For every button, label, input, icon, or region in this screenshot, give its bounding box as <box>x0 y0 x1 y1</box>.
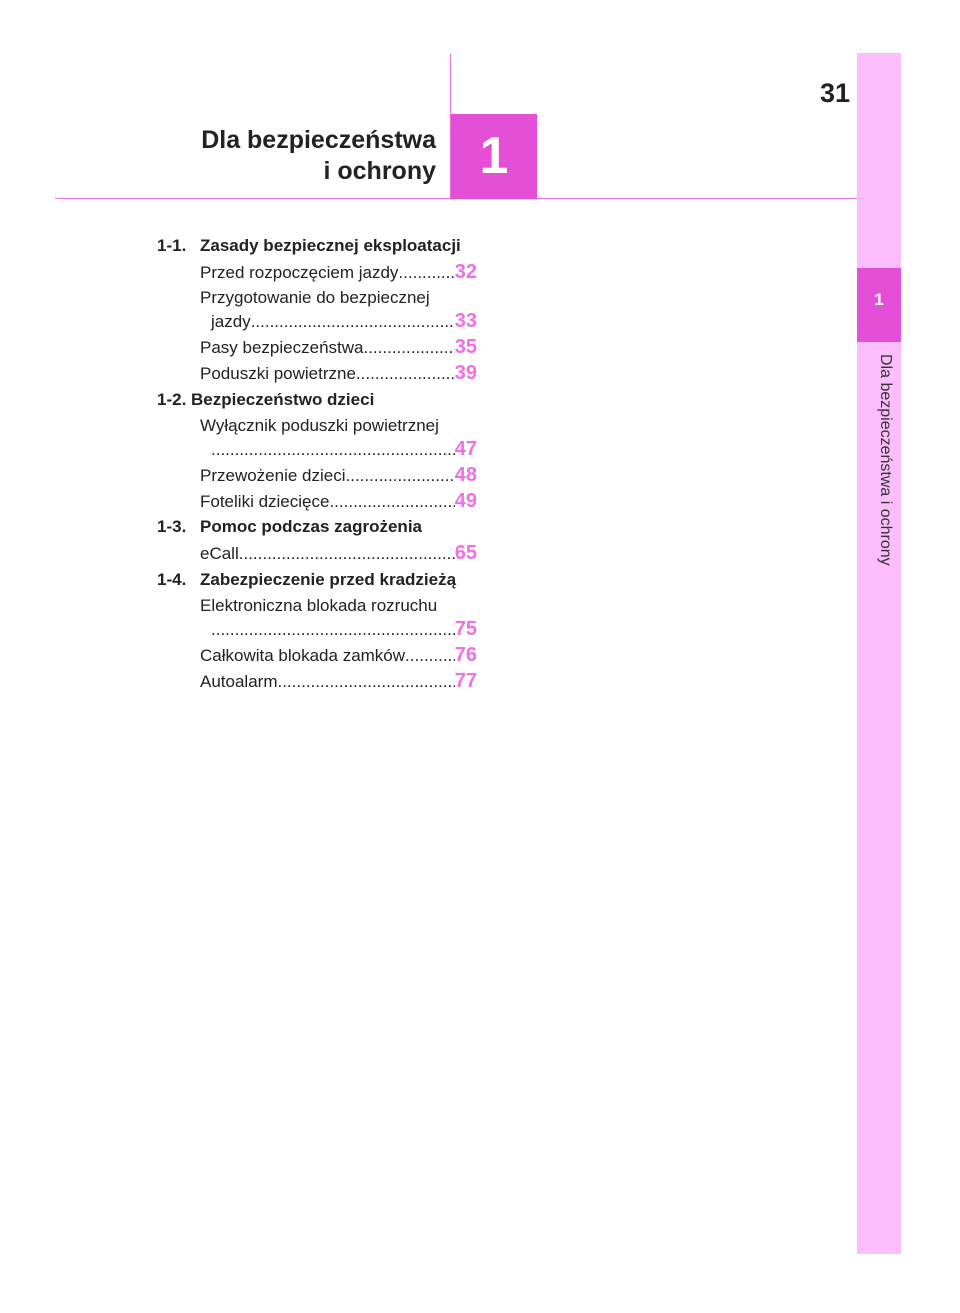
chapter-title-line2: i ochrony <box>323 157 436 185</box>
toc-entry[interactable] <box>200 670 477 693</box>
toc-page-link[interactable]: 32 <box>454 261 477 283</box>
toc-entry-label-line1: Elektroniczna blokada rozruchu <box>200 596 438 615</box>
toc-page-link[interactable]: 35 <box>454 336 477 358</box>
toc-section-title: Zasady bezpiecznej eksploatacji <box>200 236 461 255</box>
toc-leader-dots <box>356 363 455 385</box>
toc-section-1-4[interactable] <box>157 569 487 591</box>
toc-leader-dots <box>405 645 455 667</box>
toc-entry-label-line1: Przygotowanie do bezpiecznej <box>200 288 430 307</box>
toc-section-number: 1-1. <box>157 236 187 255</box>
toc-entry-label-line1: Wyłącznik poduszki powietrznej <box>200 416 439 435</box>
toc-entry-label: Przed rozpoczęciem jazdy <box>200 263 399 282</box>
toc-entry-label: Całkowita blokada zamków <box>200 646 406 665</box>
toc-section-number: 1-3. <box>157 517 187 536</box>
toc-entry[interactable] <box>200 542 477 565</box>
side-thumb-strip <box>857 53 901 1254</box>
toc-leader-dots <box>277 671 454 693</box>
toc-page-link[interactable]: 75 <box>454 618 477 640</box>
toc-entry[interactable] <box>200 464 477 487</box>
toc-section-1-1[interactable] <box>157 235 487 257</box>
toc-entry-label: Autoalarm <box>200 672 278 691</box>
side-chapter-label: Dla bezpieczeństwa i ochrony <box>877 354 894 566</box>
chapter-title <box>150 125 436 187</box>
toc-entry[interactable] <box>200 644 477 667</box>
toc-entry[interactable] <box>211 310 477 333</box>
toc-leader-dots <box>363 337 454 359</box>
page-number: 31 <box>819 78 850 108</box>
toc-section-title: 1-2. Bezpieczeństwo dzieci <box>157 390 375 409</box>
toc-leader-dots <box>329 491 454 513</box>
toc-section-1-3[interactable] <box>157 516 487 538</box>
toc-page-link[interactable]: 33 <box>454 310 477 332</box>
toc-section-title: Zabezpieczenie przed kradzieżą <box>200 570 457 589</box>
toc-leader-dots <box>346 465 455 487</box>
toc-page-link[interactable]: 76 <box>454 644 477 666</box>
toc-section-title: Pomoc podczas zagrożenia <box>200 517 422 536</box>
toc-entry-label: Przewożenie dzieci <box>200 466 346 485</box>
toc-page-link[interactable]: 48 <box>454 464 477 486</box>
toc-leader-dots <box>398 262 454 284</box>
toc-entry[interactable] <box>200 490 477 513</box>
toc-page-link[interactable]: 65 <box>454 542 477 564</box>
toc-leader-dots <box>211 439 455 461</box>
toc-entry[interactable] <box>200 362 477 385</box>
toc-entry-label: Foteliki dziecięce <box>200 492 330 511</box>
toc-entry-label: Poduszki powietrzne <box>200 364 356 383</box>
toc-entry-label: Pasy bezpieczeństwa <box>200 338 364 357</box>
toc-entry[interactable] <box>211 618 477 641</box>
chapter-title-line1: Dla bezpieczeństwa <box>201 126 436 154</box>
toc-leader-dots <box>239 543 455 565</box>
toc-section-1-2[interactable] <box>157 389 487 411</box>
toc-page-link[interactable]: 39 <box>454 362 477 384</box>
chapter-number-box: 1 <box>451 114 537 199</box>
toc-leader-dots <box>211 619 455 641</box>
toc-entry[interactable] <box>211 438 477 461</box>
toc-entry[interactable] <box>200 261 477 284</box>
toc-page-link[interactable]: 49 <box>454 490 477 512</box>
toc-entry-label: jazdy <box>211 312 251 331</box>
toc-page-link[interactable]: 77 <box>454 670 477 692</box>
toc-entry[interactable] <box>200 336 477 359</box>
side-chapter-tab-number: 1 <box>874 290 884 309</box>
toc-entry-label: eCall <box>200 544 239 563</box>
toc-page-link[interactable]: 47 <box>454 438 477 460</box>
toc-leader-dots <box>251 311 455 333</box>
toc-section-number: 1-4. <box>157 570 187 589</box>
